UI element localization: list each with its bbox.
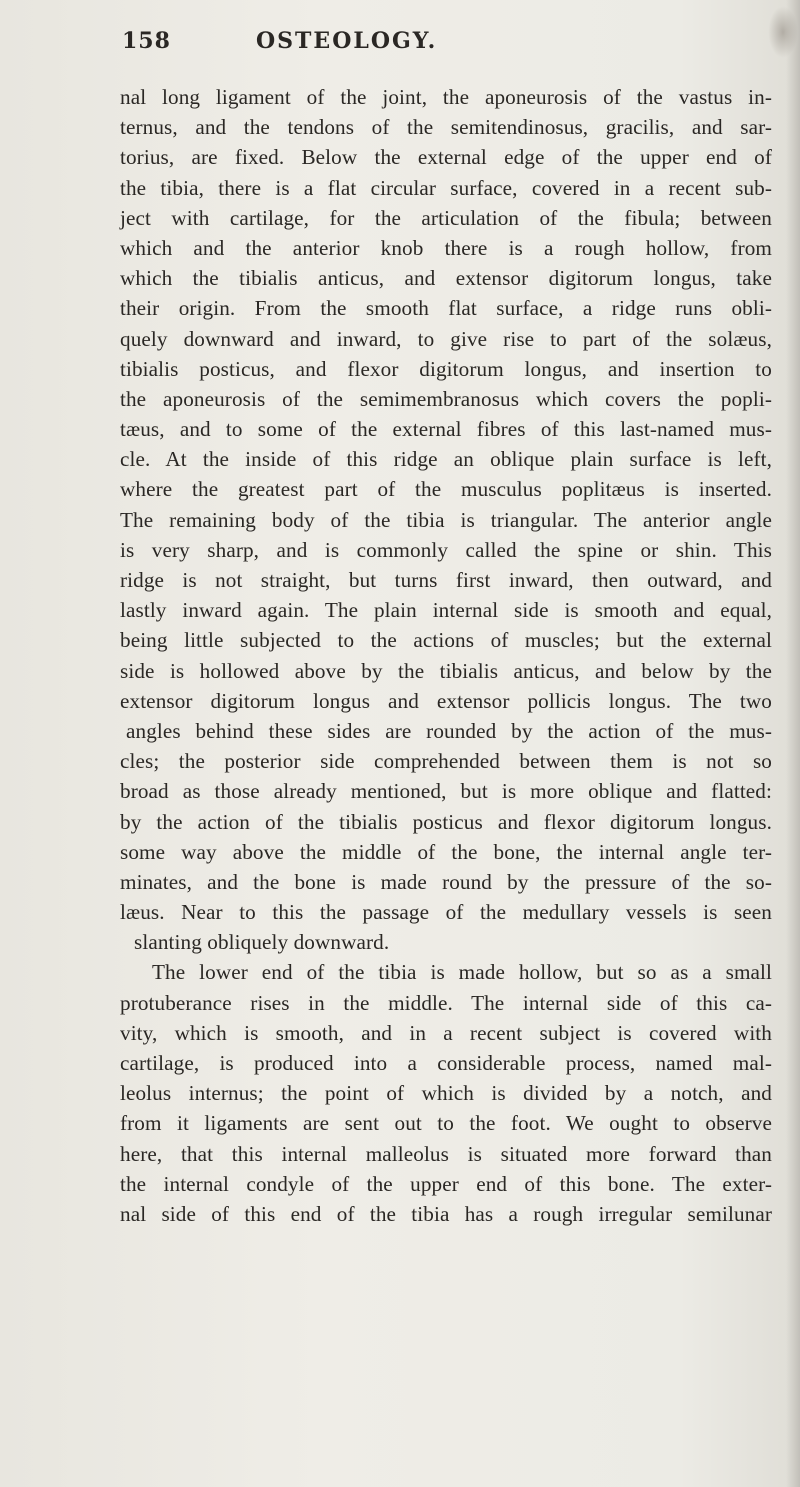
text-line: cartilage, is produced into a considerable process, named mal- [120,1051,772,1075]
text-line: extensor digitorum longus and extensor pollicis longus. The two [120,688,772,713]
text-line: The lower end of the tibia is made hollow, but so as a small [152,960,772,985]
text-line: vity, which is smooth, and in a recent subject is covered with [120,1020,772,1045]
text-line: side is hollowed above by the tibialis anticus, and below by the [120,658,772,683]
text-line: from it ligaments are sent out to the foot. We ought to observe [120,1111,772,1136]
text-line: læus. Near to this the passage of the medullary vessels is seen [120,900,772,925]
text-line: the tibia, there is a flat circular surface, covered in a recent sub- [120,175,772,200]
text-line: ject with cartilage, for the articulation of the fibula; between [120,205,772,230]
text-line: cles; the posterior side comprehended between them is not so [120,749,772,774]
text-line: torius, are fixed. Below the external edge of the upper end of [120,145,772,170]
page-number: 158 [122,28,171,54]
text-line: here, that this internal malleolus is situated more forward than [120,1141,772,1166]
text-line: which the tibialis anticus, and extensor digitorum longus, take [120,266,772,291]
text-line: nal long ligament of the joint, the aponeurosis of the vastus in- [120,85,772,109]
text-line: by the action of the tibialis posticus and flexor digitorum longus. [120,809,772,834]
text-line: leolus internus; the point of which is divided by a notch, and [120,1081,772,1106]
text-line: broad as those already mentioned, but is more oblique and flatted: [120,779,772,804]
text-line: the internal condyle of the upper end of this bone. The exter- [120,1171,772,1196]
text-line: tæus, and to some of the external fibres of this last-named mus- [120,417,772,442]
page-edge-shadow [786,0,800,1487]
text-line: ridge is not straight, but turns first inward, then outward, and [120,568,772,592]
text-line: is very sharp, and is commonly called the spine or shin. This [120,537,772,562]
text-line: quely downward and inward, to give rise to part of the solæus, [120,326,772,351]
page-header [122,28,762,62]
page-smudge [768,6,798,58]
text-line: lastly inward again. The plain internal side is smooth and equal, [120,598,772,623]
text-line: angles behind these sides are rounded by the action of the mus- [126,718,772,743]
text-line: their origin. From the smooth flat surface, a ridge runs obli- [120,296,772,321]
text-line: tibialis posticus, and flexor digitorum longus, and insertion to [120,356,772,381]
running-head: OSTEOLOGY. [256,28,438,54]
text-line: minates, and the bone is made round by the pressure of the so- [120,869,772,894]
text-line: cle. At the inside of this ridge an oblique plain surface is left, [120,447,772,472]
text-line: slanting obliquely downward. [134,930,390,955]
text-line: The remaining body of the tibia is triangular. The anterior angle [120,507,772,532]
text-line: which and the anterior knob there is a rough hollow, from [120,235,772,260]
text-line: nal side of this end of the tibia has a rough irregular semilunar [120,1201,772,1226]
body-text [120,82,772,1229]
text-line: the aponeurosis of the semimembranosus which covers the popli- [120,386,772,411]
text-line: ternus, and the tendons of the semitendinosus, gracilis, and sar- [120,115,772,140]
text-line: where the greatest part of the musculus poplitæus is inserted. [120,477,772,502]
text-line: being little subjected to the actions of muscles; but the external [120,628,772,653]
text-line: some way above the middle of the bone, the internal angle ter- [120,839,772,864]
text-line: protuberance rises in the middle. The internal side of this ca- [120,990,772,1015]
